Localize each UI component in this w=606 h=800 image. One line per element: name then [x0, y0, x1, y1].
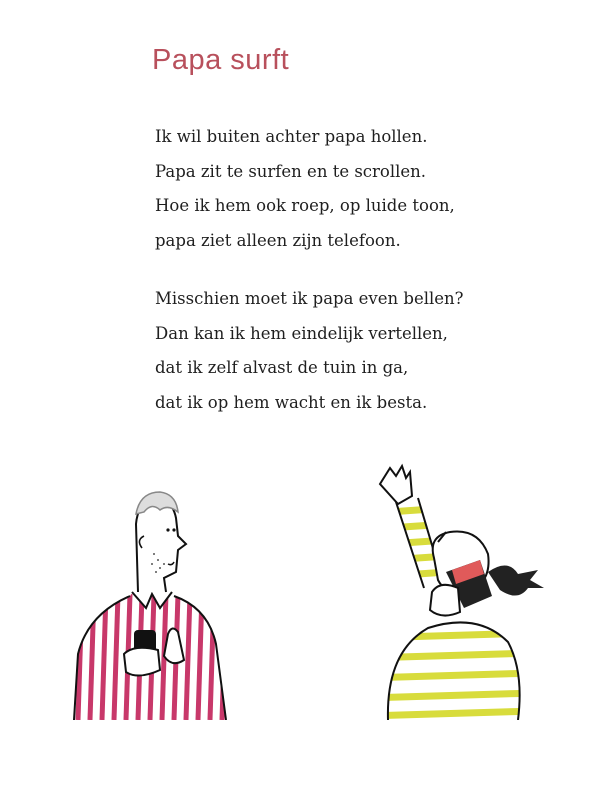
- poem-line: Papa zit te surfen en te scrollen.: [155, 161, 427, 181]
- poem-line: Misschien moet ik papa even bellen?: [155, 289, 464, 308]
- poem-line: Hoe ik hem ook roep, op luide toon,: [155, 196, 455, 215]
- illustration-father-with-phone: [68, 484, 233, 720]
- poem-line: dat ik zelf alvast de tuin in ga,: [155, 358, 409, 377]
- stanza-1: [155, 120, 575, 258]
- poem-line: Ik wil buiten achter papa hollen.: [155, 127, 428, 146]
- page-title: Papa surft: [152, 44, 290, 76]
- poem-line: dat ik op hem wacht en ik besta.: [155, 392, 428, 412]
- poem: [155, 120, 575, 444]
- stanza-2: [155, 282, 575, 420]
- poem-line: papa ziet alleen zijn telefoon.: [155, 230, 401, 250]
- illustration-girl-waving-with-phone: [368, 462, 568, 720]
- poem-line: Dan kan ik hem eindelijk vertellen,: [155, 323, 448, 343]
